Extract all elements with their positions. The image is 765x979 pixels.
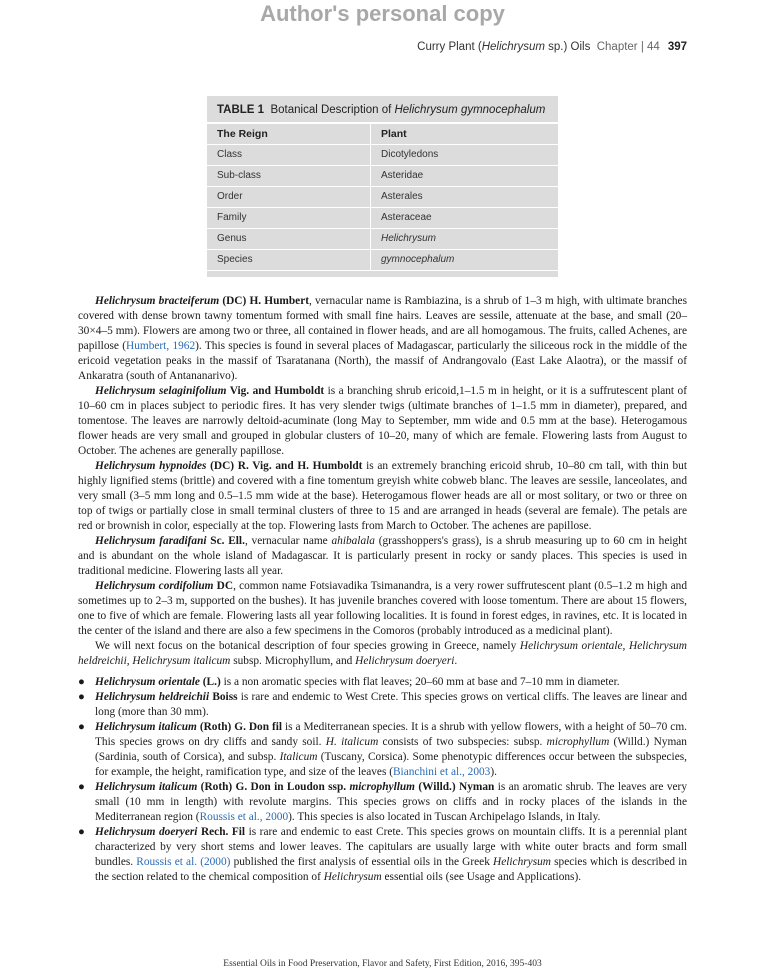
bullet-icon: ● xyxy=(78,721,85,733)
citation-link[interactable]: Humbert, 1962 xyxy=(126,340,196,352)
table-header-cell: Plant xyxy=(381,128,407,140)
table-row xyxy=(207,229,558,250)
table-cell: gymnocephalum xyxy=(381,254,455,265)
paragraph-greece-intro: We will next focus on the botanical description of four species growing in Greece, namely Helichrysum orientale, Helichrysum heldreichii, Helichrysum italicum subsp. Microphyllum, and Helichrysum doeryeri. xyxy=(78,640,687,667)
page-number: 397 xyxy=(667,41,687,53)
table-row xyxy=(207,187,558,208)
table-cell: Order xyxy=(207,187,371,207)
citation-link[interactable]: Bianchini et al., 2003 xyxy=(392,766,491,778)
table-cell: Helichrysum xyxy=(381,233,437,244)
table-row xyxy=(207,166,558,187)
bullet-icon: ● xyxy=(78,781,85,793)
paragraph-hypnoides: Helichrysum hypnoides (DC) R. Vig. and H. Humboldt is an extremely branching ericoid shrub, 10–80 cm tall, with thin but highly lignified stems (brittle) and covered with a fine tomentum greyish white cobweb blanc. The leaves are sessile, lanceolates, and very small (3–5 mm long and 0.5–1.5 mm wide at the base). Heterogamous flower heads are all or most solitary, or two or three on top of twigs or partially close in small terminal clusters of three to 15 and are arranged in heads (several are female). The petals are red or brownish in color, especially at the top. Flowering lasts from March to October. The achenes are papillose. xyxy=(78,460,687,532)
table-caption: TABLE 1 Botanical Description of Helichrysum gymnocephalum xyxy=(207,96,558,124)
chapter-label: Chapter | 44 xyxy=(596,41,660,53)
bullet-icon: ● xyxy=(78,826,85,838)
watermark: Author's personal copy xyxy=(260,1,505,26)
table-cell: Asteraceae xyxy=(381,212,432,223)
table-header-row xyxy=(207,124,558,145)
table-row xyxy=(207,145,558,166)
bullet-icon: ● xyxy=(78,691,85,703)
table-cell: Sub-class xyxy=(207,166,371,186)
list-item: ● Helichrysum italicum (Roth) G. Don fil is a Mediterranean species. It is a shrub with yellow flowers, with a height of 50–70 cm. This species grows on dry cliffs and sandy soil. H. italicum consists of two subspecies: subsp. microphyllum (Willd.) Nyman (Sardinia, south of Corsica), and subsp. Italicum (Tuscany, Corsica). Some phenotypic differences occur between the subspecies, for example, the height, ramification type, and size of the leaves (Bianchini et al., 2003). xyxy=(78,721,687,778)
citation-link[interactable]: Roussis et al. (2000) xyxy=(136,856,231,868)
page-footer: Essential Oils in Food Preservation, Flavor and Safety, First Edition, 2016, 395-403 xyxy=(223,959,542,969)
list-item: ● Helichrysum italicum (Roth) G. Don in Loudon ssp. microphyllum (Willd.) Nyman is an aromatic shrub. The leaves are very small (10 mm in length) with revolute margins. This species grows on cliffs and in rocky places of the islands in the Mediterranean region (Roussis et al., 2000). This species is also located in Tuscan Archipelago Islands, in Italy. xyxy=(78,781,687,823)
table-cell: Asterales xyxy=(381,191,423,202)
list-item: ● Helichrysum orientale (L.) is a non aromatic species with flat leaves; 20–60 mm at base and 7–10 mm in diameter. xyxy=(78,676,620,688)
body-text xyxy=(78,294,687,885)
species-list xyxy=(78,675,687,885)
paragraph-faradifani: Helichrysum faradifani Sc. Ell., vernacular name ahibalala (grasshoppers's grass), is a shrub measuring up to 60 cm in height and is abundant on the whole island of Madagascar. It is particularly present in rocky or sandy places. This species is used in traditional medicine. Flowering lasts all year. xyxy=(78,535,688,577)
paragraph-cordifolium: Helichrysum cordifolium DC, common name Fotsiavadika Tsimanandra, is a very rower suffrutescent plant (0.5–1.2 m high and sometimes up to 2–3 m, supported on the bushes). It has juvenile branches covered with loose tomentum. There are about 15 flowers, one to five of which are female. Flowering lasts all year following localities. It is found in forest edges, in ravines, etc. It is located in the center of the island and there are also a few specimens in the Comoros (probably introduced as a medicinal plant). xyxy=(78,580,687,637)
bullet-icon: ● xyxy=(78,676,85,688)
table-row xyxy=(207,208,558,229)
list-item: ● Helichrysum heldreichii Boiss is rare and endemic to West Crete. This species grows on vertical cliffs. The leaves are linear and long (more than 30 mm). xyxy=(78,691,687,718)
table-row xyxy=(207,250,558,271)
table-cell: Genus xyxy=(207,229,371,249)
paragraph-bracteiferum: Helichrysum bracteiferum (DC) H. Humbert, vernacular name is Rambiazina, is a shrub of 1–3 m high, with ultimate branches covered with dense brown tawny tomentum formed with small fine hairs. Leaves are sessile, attenuate at the base, and small (20–30×4–5 mm). Flowers are among two or three, all contained in flower heads, and are all homogamous. The fruits, called Achenes, are papillose (Humbert, 1962). This species is found in several places of Madagascar, particularly the siliceous rock in the middle of the ericoid vegetation peaks in the massif of Tsaratanana (North), the massif of Andrangovalo (East Lake Alaotra), or the massif of Ankaratra (south of Antananarivo). xyxy=(78,295,687,382)
table-header-cell: The Reign xyxy=(207,124,371,144)
botanical-table xyxy=(207,96,558,277)
table-cell: Asteridae xyxy=(381,170,424,181)
table-cell: Species xyxy=(207,250,371,270)
table-cell: Dicotyledons xyxy=(381,149,439,160)
paragraph-selaginifolium: Helichrysum selaginifolium Vig. and Humboldt is a branching shrub ericoid,1–1.5 m in height, or it is a suffrutescent plant of 10–60 cm in places subject to periodic fires. It has very slender twigs (ultimate branches of 1–1.5 mm in diameter), prepared, and tomentose. The leaves are narrowly deltoid-acuminate (long May to September, mm wide and 0.5 mm at the base). Heterogamous flower heads are very small and grouped in globular clusters of 10–20, many of which are female. Flowering lasts from August to October. The achenes are generally papillose. xyxy=(78,385,688,457)
table-cell: Class xyxy=(207,145,371,165)
running-head xyxy=(417,41,687,53)
list-item: ● Helichrysum doeryeri Rech. Fil is rare and endemic to east Crete. This species grows on mountain cliffs. It is a perennial plant characterized by very short stems and lower leaves. The capitulars are usually large with white outer bracts and form small bundles. Roussis et al. (2000) published the first analysis of essential oils in the Greek Helichrysum species which is described in the section related to the chemical composition of Helichrysum essential oils (see Usage and Applications). xyxy=(78,826,687,883)
running-title: Curry Plant (Helichrysum sp.) Oils xyxy=(417,41,591,53)
citation-link[interactable]: Roussis et al., 2000 xyxy=(199,811,289,823)
table-cell: Family xyxy=(207,208,371,228)
